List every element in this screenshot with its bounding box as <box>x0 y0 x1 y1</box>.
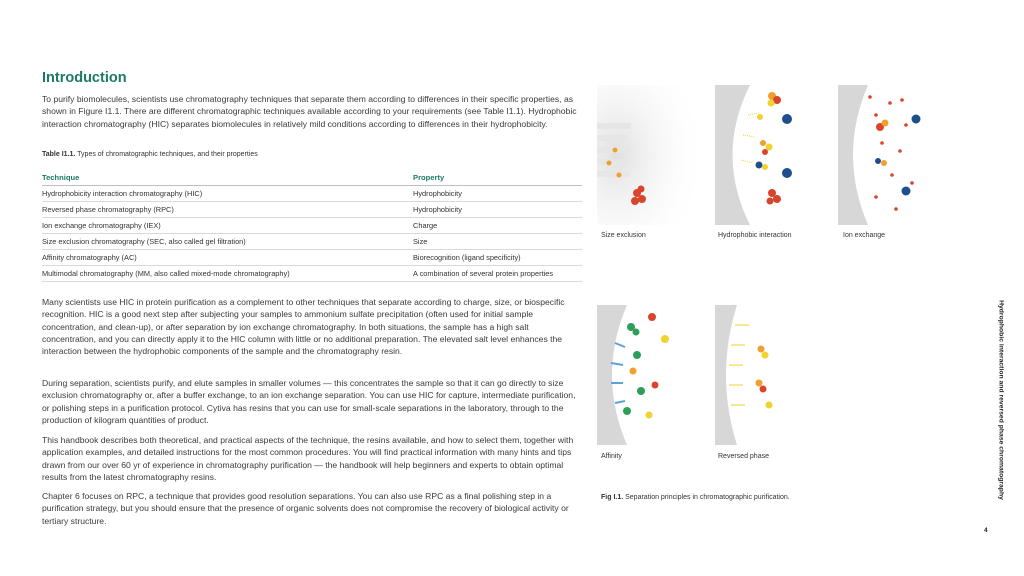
panel-label-size-exclusion: Size exclusion <box>601 232 646 239</box>
table-header-row <box>42 171 582 186</box>
table-caption <box>42 151 258 158</box>
panel-label-ion-exchange: Ion exchange <box>843 232 886 239</box>
body-paragraph-1: Many scientists use HIC in protein purification as a complement to other techniques that separate according to charge, size, or biospecific recognition. HIC is a good next step after subjecting your samples to ammonium sulfate precipitation (often used for initial sample concentration, and clean-up), or after separation by ion exchange chromatography. In both situations, the sample has a high salt concentration, and you can directly apply it to the HIC column with little or no additional preparation. The elevated salt level enhances the interaction between the hydrophobic components of the sample and the chromatography resin. <box>42 297 565 357</box>
figure-caption-text: Separation principles in chromatographic purification. <box>625 494 790 501</box>
technique-cell: Reversed phase chromatography (RPC) <box>42 202 413 218</box>
affinity-illustration <box>597 305 697 445</box>
table-row <box>42 266 582 282</box>
table-row <box>42 250 582 266</box>
page-number: 4 <box>984 527 988 534</box>
table-row <box>42 202 582 218</box>
property-cell: Biorecognition (ligand specificity) <box>413 250 582 266</box>
table-caption-label: Table I1.1. <box>42 151 76 158</box>
property-cell: Charge <box>413 218 582 234</box>
table-caption-text: Types of chromatographic techniques, and their properties <box>77 151 258 158</box>
intro-paragraph: To purify biomolecules, scientists use chromatography techniques that separate them according to differences in their specific properties, as shown in Figure I1.1. There are different chromatographic techniques available according to your requirements (see Table I1.1). Hydrophobic interaction chromatography (HIC) separates biomolecules in relatively mild conditions according to differences in their hydrophobicity. <box>42 94 577 129</box>
panel-label-reversed-phase: Reversed phase <box>718 453 769 460</box>
header-technique: Technique <box>42 171 413 186</box>
body-paragraph-4: Chapter 6 focuses on RPC, a technique that provides good resolution separations. You can also use RPC as a final polishing step in a purification strategy, but you should ensure that the presence of organic solvents does not compromise the recovery of biological activity or tertiary structure. <box>42 491 569 526</box>
technique-cell: Affinity chromatography (AC) <box>42 250 413 266</box>
property-cell: Hydrophobicity <box>413 202 582 218</box>
panel-label-hydrophobic-interaction: Hydrophobic interaction <box>718 232 792 239</box>
sidebar-title: Hydrophobic interaction and reversed phase chromatography <box>997 300 1005 500</box>
figure-caption <box>601 494 790 501</box>
header-property: Property <box>413 171 582 186</box>
size-exclusion-illustration <box>597 85 697 225</box>
property-cell: Hydrophobicity <box>413 186 582 202</box>
figure-caption-label: Fig I.1. <box>601 494 624 501</box>
panel-label-affinity: Affinity <box>601 453 622 460</box>
technique-cell: Hydrophobicity interaction chromatography (HIC) <box>42 186 413 202</box>
table-row <box>42 234 582 250</box>
table-row <box>42 218 582 234</box>
ion-exchange-illustration <box>838 85 938 225</box>
reversed-phase-illustration <box>715 305 815 445</box>
table-row <box>42 186 582 202</box>
technique-cell: Ion exchange chromatography (IEX) <box>42 218 413 234</box>
body-paragraph-2: During separation, scientists purify, and elute samples in smaller volumes — this concentrates the sample so that it can go directly to size exclusion chromatography or, after a buffer exchange, to an ion exchange separation. You can use HIC for capture, intermediate purification, or polishing steps in a purification protocol. Cytiva has resins that you can use for small-scale separations in the laboratory, through to the production of kilogram quantities of product. <box>42 378 576 425</box>
section-heading: Introduction <box>42 70 127 86</box>
technique-cell: Multimodal chromatography (MM, also called mixed-mode chromatography) <box>42 266 413 282</box>
property-cell: Size <box>413 234 582 250</box>
techniques-table <box>42 171 582 282</box>
hydrophobic-interaction-illustration <box>715 85 815 225</box>
body-paragraph-3: This handbook describes both theoretical, and practical aspects of the technique, the resins available, and how to select them, together with application examples, and detailed instructions for the most common procedures. You will find practical information with many hints and tips drawn from our over 60 yr of experience in chromatography purification — the handbook will help beginners and experts to obtain optimal results from the latest chromatography resins. <box>42 435 574 482</box>
technique-cell: Size exclusion chromatography (SEC, also called gel filtration) <box>42 234 413 250</box>
property-cell: A combination of several protein properties <box>413 266 582 282</box>
